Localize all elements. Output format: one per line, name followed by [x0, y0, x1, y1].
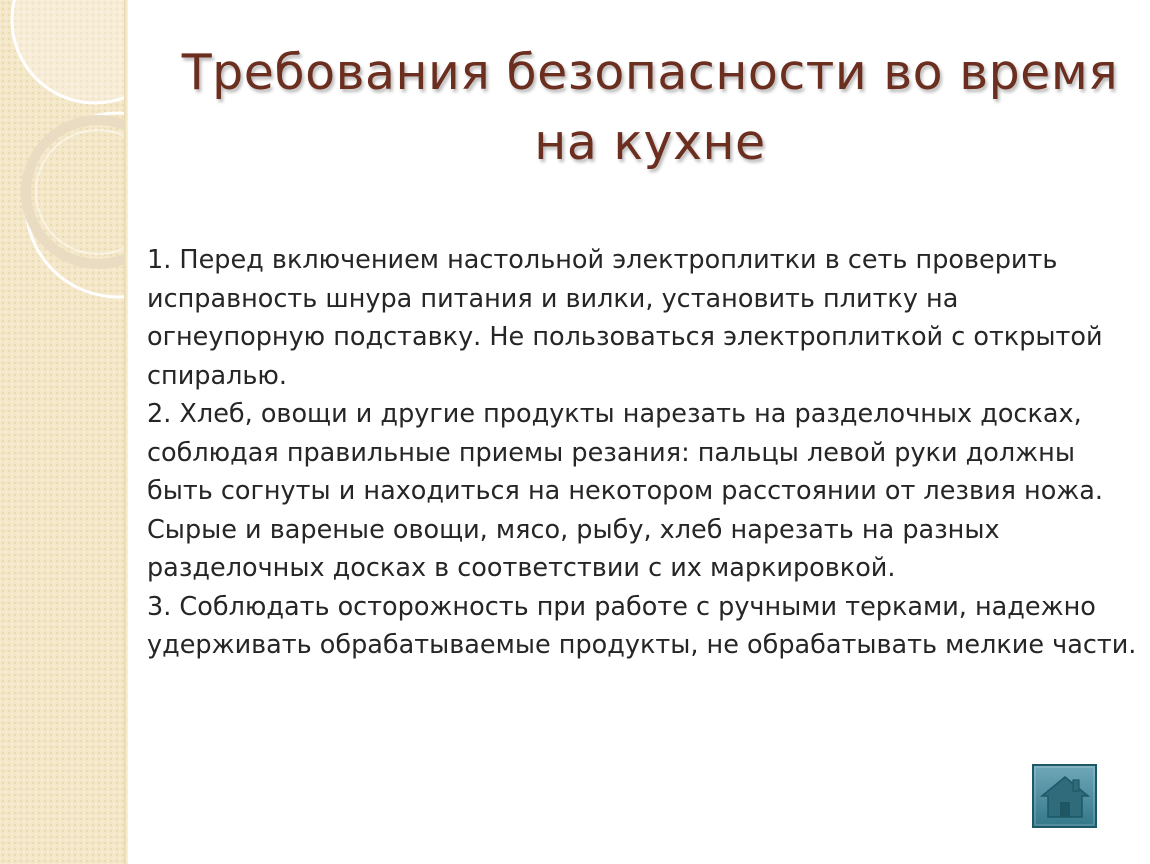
paragraph-2: 2. Хлеб, овощи и другие продукты нарезать на разделочных досках, соблюдая правильные приемы резания: пальцы левой руки должны быть согнуты и находиться на некотором расстоянии от лезвия ножа. Сырые и вареные овощи, мясо, рыбу, хлеб нарезать на разных разделочных досках в соответствии с их маркировкой.: [147, 399, 1104, 583]
home-icon: [1040, 774, 1090, 820]
home-button[interactable]: [1032, 764, 1097, 828]
slide-body: [147, 241, 1142, 665]
decorative-side-panel: [0, 0, 124, 864]
paragraph-1: 1. Перед включением настольной электроплитки в сеть проверить исправность шнура питания и вилки, установить плитку на огнеупорную подставку. Не пользоваться электроплиткой с открытой спиралью.: [147, 245, 1103, 391]
decorative-circles: [0, 0, 124, 864]
paragraph-3: 3. Соблюдать осторожность при работе с ручными терками, надежно удерживать обрабатываемые продукты, не обрабатывать мелкие части.: [147, 591, 1137, 660]
side-divider: [124, 0, 128, 864]
slide-title: Требования безопасности во время на кухне: [181, 44, 1119, 171]
